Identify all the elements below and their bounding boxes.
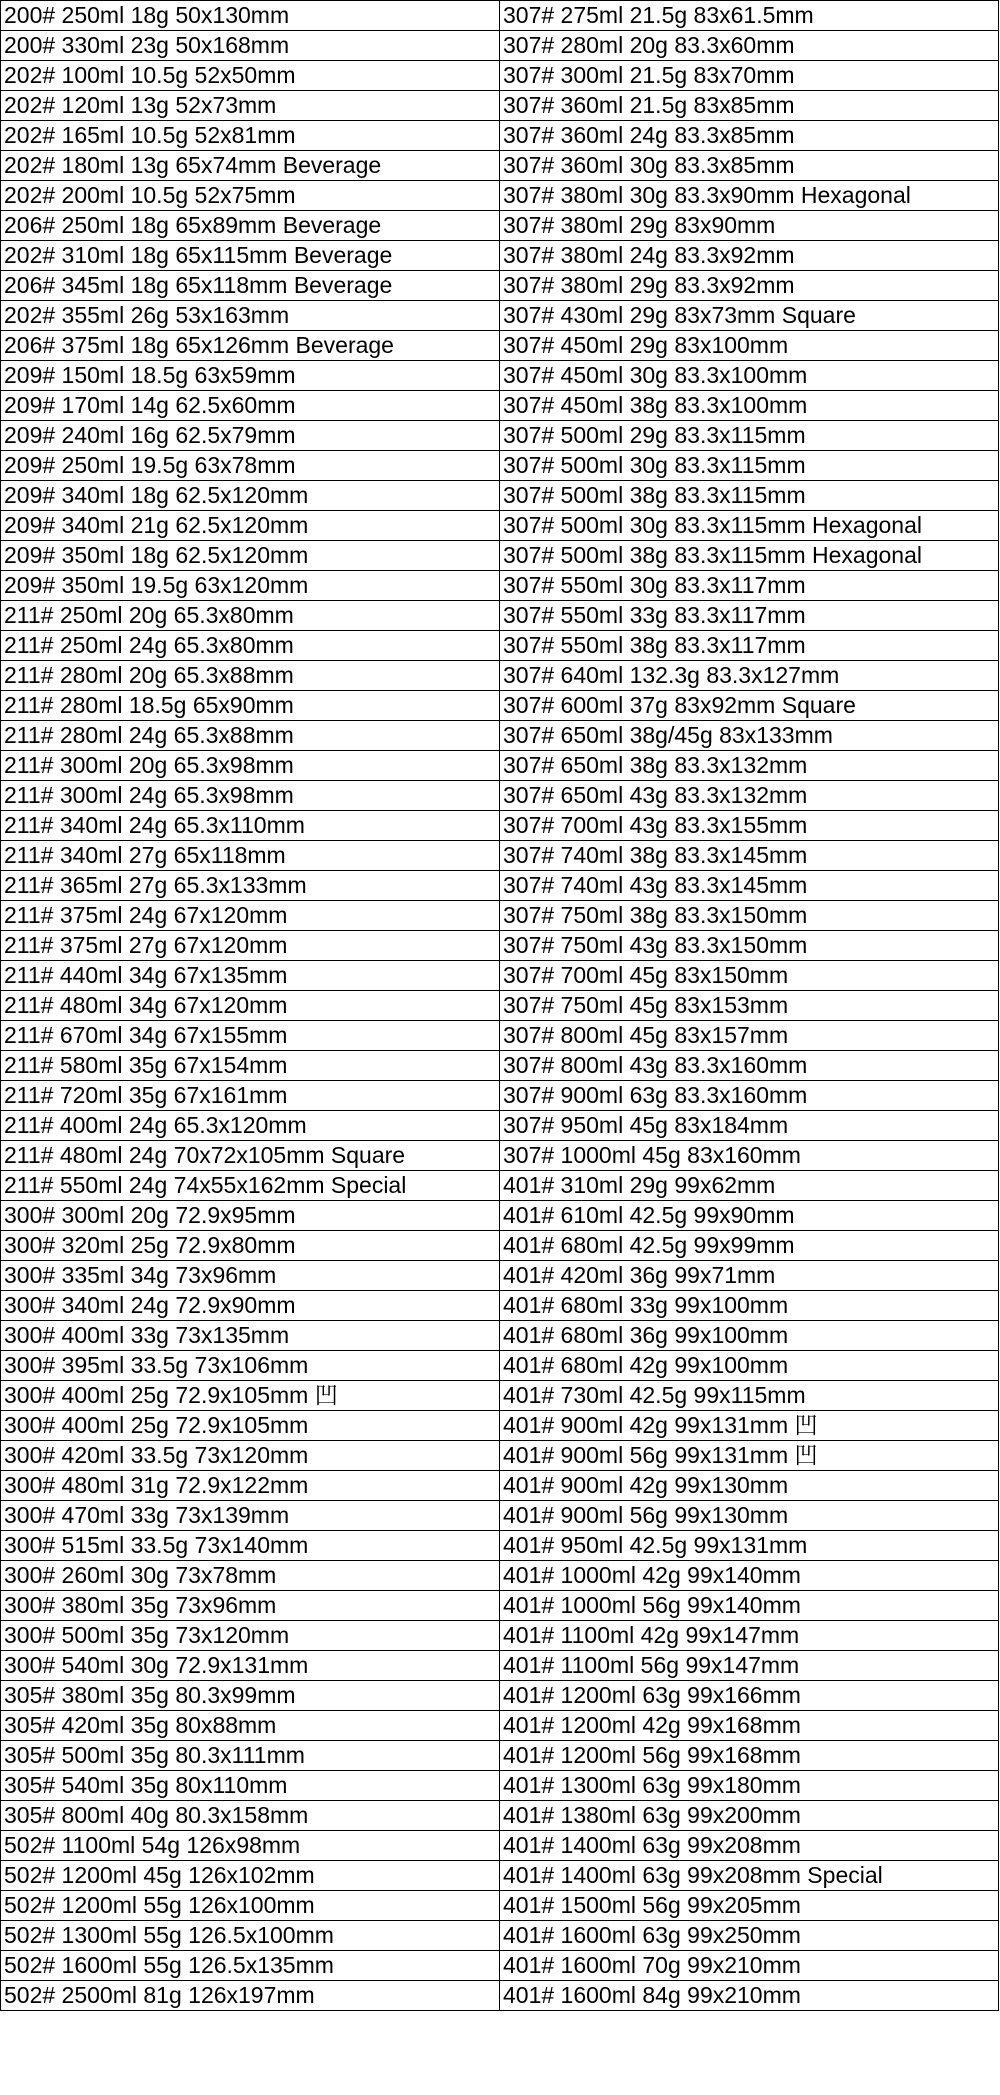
table-row: [1, 61, 999, 91]
spec-cell-right: 307# 740ml 43g 83.3x145mm: [500, 871, 999, 901]
spec-cell-right: 307# 380ml 24g 83.3x92mm: [500, 241, 999, 271]
spec-cell-right: 401# 900ml 56g 99x130mm: [500, 1501, 999, 1531]
spec-cell-right: 401# 1600ml 63g 99x250mm: [500, 1921, 999, 1951]
spec-cell-right: 401# 900ml 42g 99x131mm 凹: [500, 1411, 999, 1441]
table-row: [1, 481, 999, 511]
spec-cell-left: 206# 345ml 18g 65x118mm Beverage: [1, 271, 500, 301]
spec-cell-right: 307# 360ml 21.5g 83x85mm: [500, 91, 999, 121]
spec-cell-right: 401# 1400ml 63g 99x208mm: [500, 1831, 999, 1861]
spec-cell-right: 401# 680ml 42.5g 99x99mm: [500, 1231, 999, 1261]
table-row: [1, 1681, 999, 1711]
table-row: [1, 31, 999, 61]
table-row: [1, 661, 999, 691]
table-row: [1, 721, 999, 751]
table-row: [1, 511, 999, 541]
table-row: [1, 271, 999, 301]
table-row: [1, 781, 999, 811]
spec-cell-left: 211# 720ml 35g 67x161mm: [1, 1081, 500, 1111]
spec-cell-right: 307# 650ml 43g 83.3x132mm: [500, 781, 999, 811]
table-row: [1, 1291, 999, 1321]
spec-cell-right: 307# 650ml 38g/45g 83x133mm: [500, 721, 999, 751]
spec-cell-left: 202# 310ml 18g 65x115mm Beverage: [1, 241, 500, 271]
spec-cell-right: 307# 300ml 21.5g 83x70mm: [500, 61, 999, 91]
table-row: [1, 691, 999, 721]
spec-cell-left: 211# 340ml 27g 65x118mm: [1, 841, 500, 871]
spec-cell-left: 200# 330ml 23g 50x168mm: [1, 31, 500, 61]
spec-cell-left: 211# 580ml 35g 67x154mm: [1, 1051, 500, 1081]
spec-cell-right: 307# 750ml 43g 83.3x150mm: [500, 931, 999, 961]
table-row: [1, 1801, 999, 1831]
spec-cell-right: 401# 1600ml 70g 99x210mm: [500, 1951, 999, 1981]
table-row: [1, 181, 999, 211]
table-row: [1, 1621, 999, 1651]
spec-cell-left: 300# 300ml 20g 72.9x95mm: [1, 1201, 500, 1231]
spec-cell-right: 307# 500ml 29g 83.3x115mm: [500, 421, 999, 451]
spec-cell-right: 307# 360ml 30g 83.3x85mm: [500, 151, 999, 181]
spec-cell-left: 211# 480ml 24g 70x72x105mm Square: [1, 1141, 500, 1171]
spec-cell-left: 206# 375ml 18g 65x126mm Beverage: [1, 331, 500, 361]
spec-cell-left: 209# 350ml 19.5g 63x120mm: [1, 571, 500, 601]
spec-cell-left: 211# 250ml 20g 65.3x80mm: [1, 601, 500, 631]
spec-cell-right: 307# 500ml 38g 83.3x115mm Hexagonal: [500, 541, 999, 571]
spec-cell-right: 307# 450ml 29g 83x100mm: [500, 331, 999, 361]
spec-cell-right: 307# 450ml 30g 83.3x100mm: [500, 361, 999, 391]
spec-cell-right: 307# 280ml 20g 83.3x60mm: [500, 31, 999, 61]
spec-cell-left: 202# 165ml 10.5g 52x81mm: [1, 121, 500, 151]
spec-cell-right: 307# 380ml 30g 83.3x90mm Hexagonal: [500, 181, 999, 211]
spec-cell-left: 209# 350ml 18g 62.5x120mm: [1, 541, 500, 571]
table-row: [1, 1711, 999, 1741]
spec-cell-right: 401# 950ml 42.5g 99x131mm: [500, 1531, 999, 1561]
table-row: [1, 1471, 999, 1501]
spec-cell-left: 211# 670ml 34g 67x155mm: [1, 1021, 500, 1051]
table-row: [1, 1651, 999, 1681]
spec-cell-left: 211# 440ml 34g 67x135mm: [1, 961, 500, 991]
spec-cell-right: 307# 1000ml 45g 83x160mm: [500, 1141, 999, 1171]
table-row: [1, 1231, 999, 1261]
spec-cell-right: 307# 360ml 24g 83.3x85mm: [500, 121, 999, 151]
spec-cell-left: 202# 180ml 13g 65x74mm Beverage: [1, 151, 500, 181]
spec-cell-right: 307# 380ml 29g 83.3x92mm: [500, 271, 999, 301]
spec-cell-right: 401# 900ml 42g 99x130mm: [500, 1471, 999, 1501]
table-row: [1, 1, 999, 31]
spec-cell-right: 307# 275ml 21.5g 83x61.5mm: [500, 1, 999, 31]
spec-cell-right: 307# 800ml 43g 83.3x160mm: [500, 1051, 999, 1081]
table-row: [1, 991, 999, 1021]
spec-cell-right: 401# 1400ml 63g 99x208mm Special: [500, 1861, 999, 1891]
spec-cell-right: 307# 600ml 37g 83x92mm Square: [500, 691, 999, 721]
spec-cell-right: 401# 730ml 42.5g 99x115mm: [500, 1381, 999, 1411]
spec-cell-right: 401# 680ml 36g 99x100mm: [500, 1321, 999, 1351]
spec-cell-right: 307# 500ml 30g 83.3x115mm Hexagonal: [500, 511, 999, 541]
spec-cell-right: 401# 1200ml 56g 99x168mm: [500, 1741, 999, 1771]
table-row: [1, 571, 999, 601]
spec-cell-right: 401# 1200ml 63g 99x166mm: [500, 1681, 999, 1711]
spec-cell-right: 307# 550ml 38g 83.3x117mm: [500, 631, 999, 661]
spec-cell-right: 307# 700ml 43g 83.3x155mm: [500, 811, 999, 841]
table-row: [1, 151, 999, 181]
table-row: [1, 1171, 999, 1201]
spec-cell-left: 211# 340ml 24g 65.3x110mm: [1, 811, 500, 841]
table-row: [1, 1531, 999, 1561]
spec-cell-left: 200# 250ml 18g 50x130mm: [1, 1, 500, 31]
spec-cell-right: 401# 1000ml 56g 99x140mm: [500, 1591, 999, 1621]
spec-cell-right: 401# 1100ml 56g 99x147mm: [500, 1651, 999, 1681]
spec-cell-right: 401# 680ml 33g 99x100mm: [500, 1291, 999, 1321]
spec-cell-left: 502# 2500ml 81g 126x197mm: [1, 1981, 500, 2011]
spec-cell-left: 206# 250ml 18g 65x89mm Beverage: [1, 211, 500, 241]
spec-cell-left: 209# 250ml 19.5g 63x78mm: [1, 451, 500, 481]
table-row: [1, 1261, 999, 1291]
spec-cell-left: 300# 500ml 35g 73x120mm: [1, 1621, 500, 1651]
spec-cell-right: 307# 750ml 38g 83.3x150mm: [500, 901, 999, 931]
spec-cell-right: 307# 550ml 30g 83.3x117mm: [500, 571, 999, 601]
table-row: [1, 361, 999, 391]
table-row: [1, 331, 999, 361]
table-row: [1, 301, 999, 331]
spec-cell-left: 211# 280ml 18.5g 65x90mm: [1, 691, 500, 721]
table-row: [1, 1591, 999, 1621]
spec-cell-left: 502# 1200ml 55g 126x100mm: [1, 1891, 500, 1921]
spec-cell-left: 300# 480ml 31g 72.9x122mm: [1, 1471, 500, 1501]
spec-cell-left: 300# 340ml 24g 72.9x90mm: [1, 1291, 500, 1321]
spec-cell-left: 300# 540ml 30g 72.9x131mm: [1, 1651, 500, 1681]
spec-cell-right: 307# 500ml 30g 83.3x115mm: [500, 451, 999, 481]
spec-cell-right: 307# 750ml 45g 83x153mm: [500, 991, 999, 1021]
table-row: [1, 121, 999, 151]
spec-cell-right: 307# 800ml 45g 83x157mm: [500, 1021, 999, 1051]
spec-cell-right: 307# 700ml 45g 83x150mm: [500, 961, 999, 991]
table-row: [1, 1321, 999, 1351]
spec-cell-left: 300# 395ml 33.5g 73x106mm: [1, 1351, 500, 1381]
table-row: [1, 391, 999, 421]
spec-cell-left: 502# 1300ml 55g 126.5x100mm: [1, 1921, 500, 1951]
spec-cell-right: 401# 1100ml 42g 99x147mm: [500, 1621, 999, 1651]
table-row: [1, 211, 999, 241]
spec-cell-left: 209# 240ml 16g 62.5x79mm: [1, 421, 500, 451]
table-row: [1, 901, 999, 931]
spec-cell-left: 211# 480ml 34g 67x120mm: [1, 991, 500, 1021]
spec-cell-left: 209# 150ml 18.5g 63x59mm: [1, 361, 500, 391]
spec-cell-left: 502# 1200ml 45g 126x102mm: [1, 1861, 500, 1891]
spec-cell-left: 211# 280ml 20g 65.3x88mm: [1, 661, 500, 691]
table-row: [1, 1561, 999, 1591]
spec-cell-left: 300# 260ml 30g 73x78mm: [1, 1561, 500, 1591]
table-row: [1, 241, 999, 271]
table-row: [1, 1411, 999, 1441]
can-spec-table-body: [1, 1, 999, 2011]
spec-cell-left: 202# 355ml 26g 53x163mm: [1, 301, 500, 331]
spec-cell-right: 307# 450ml 38g 83.3x100mm: [500, 391, 999, 421]
spec-cell-left: 300# 470ml 33g 73x139mm: [1, 1501, 500, 1531]
spec-cell-left: 211# 250ml 24g 65.3x80mm: [1, 631, 500, 661]
spec-cell-left: 502# 1100ml 54g 126x98mm: [1, 1831, 500, 1861]
spec-cell-left: 300# 380ml 35g 73x96mm: [1, 1591, 500, 1621]
spec-cell-left: 300# 400ml 33g 73x135mm: [1, 1321, 500, 1351]
spec-cell-left: 211# 375ml 27g 67x120mm: [1, 931, 500, 961]
spec-cell-right: 401# 1600ml 84g 99x210mm: [500, 1981, 999, 2011]
spec-cell-left: 211# 375ml 24g 67x120mm: [1, 901, 500, 931]
spec-cell-left: 305# 380ml 35g 80.3x99mm: [1, 1681, 500, 1711]
table-row: [1, 1741, 999, 1771]
table-row: [1, 1051, 999, 1081]
spec-cell-right: 307# 430ml 29g 83x73mm Square: [500, 301, 999, 331]
spec-cell-left: 300# 320ml 25g 72.9x80mm: [1, 1231, 500, 1261]
spec-cell-right: 307# 380ml 29g 83x90mm: [500, 211, 999, 241]
spec-cell-left: 211# 300ml 20g 65.3x98mm: [1, 751, 500, 781]
table-row: [1, 541, 999, 571]
spec-cell-left: 305# 540ml 35g 80x110mm: [1, 1771, 500, 1801]
table-row: [1, 1951, 999, 1981]
spec-cell-right: 307# 550ml 33g 83.3x117mm: [500, 601, 999, 631]
spec-cell-left: 211# 280ml 24g 65.3x88mm: [1, 721, 500, 751]
spec-cell-left: 300# 400ml 25g 72.9x105mm 凹: [1, 1381, 500, 1411]
spec-cell-right: 401# 1000ml 42g 99x140mm: [500, 1561, 999, 1591]
spec-cell-left: 305# 420ml 35g 80x88mm: [1, 1711, 500, 1741]
spec-cell-left: 300# 335ml 34g 73x96mm: [1, 1261, 500, 1291]
spec-cell-right: 401# 680ml 42g 99x100mm: [500, 1351, 999, 1381]
spec-cell-left: 300# 420ml 33.5g 73x120mm: [1, 1441, 500, 1471]
table-row: [1, 751, 999, 781]
table-row: [1, 1831, 999, 1861]
table-row: [1, 811, 999, 841]
spec-cell-right: 401# 1200ml 42g 99x168mm: [500, 1711, 999, 1741]
table-row: [1, 631, 999, 661]
spec-cell-left: 202# 120ml 13g 52x73mm: [1, 91, 500, 121]
spec-cell-right: 401# 1500ml 56g 99x205mm: [500, 1891, 999, 1921]
table-row: [1, 1141, 999, 1171]
spec-cell-left: 209# 340ml 18g 62.5x120mm: [1, 481, 500, 511]
table-row: [1, 871, 999, 901]
spec-cell-right: 307# 650ml 38g 83.3x132mm: [500, 751, 999, 781]
spec-cell-left: 305# 800ml 40g 80.3x158mm: [1, 1801, 500, 1831]
spec-cell-left: 211# 300ml 24g 65.3x98mm: [1, 781, 500, 811]
spec-cell-right: 401# 420ml 36g 99x71mm: [500, 1261, 999, 1291]
table-row: [1, 1021, 999, 1051]
spec-cell-left: 211# 550ml 24g 74x55x162mm Special: [1, 1171, 500, 1201]
spec-cell-left: 502# 1600ml 55g 126.5x135mm: [1, 1951, 500, 1981]
table-row: [1, 1201, 999, 1231]
spec-cell-left: 209# 170ml 14g 62.5x60mm: [1, 391, 500, 421]
table-row: [1, 961, 999, 991]
spec-cell-left: 305# 500ml 35g 80.3x111mm: [1, 1741, 500, 1771]
spec-cell-left: 202# 100ml 10.5g 52x50mm: [1, 61, 500, 91]
table-row: [1, 1381, 999, 1411]
spec-cell-left: 211# 365ml 27g 65.3x133mm: [1, 871, 500, 901]
table-row: [1, 91, 999, 121]
table-row: [1, 1501, 999, 1531]
spec-cell-left: 209# 340ml 21g 62.5x120mm: [1, 511, 500, 541]
spec-cell-right: 307# 500ml 38g 83.3x115mm: [500, 481, 999, 511]
table-row: [1, 1351, 999, 1381]
spec-cell-right: 401# 1300ml 63g 99x180mm: [500, 1771, 999, 1801]
spec-cell-right: 307# 950ml 45g 83x184mm: [500, 1111, 999, 1141]
table-row: [1, 931, 999, 961]
table-row: [1, 1081, 999, 1111]
table-row: [1, 1111, 999, 1141]
spec-cell-right: 307# 640ml 132.3g 83.3x127mm: [500, 661, 999, 691]
spec-cell-right: 307# 740ml 38g 83.3x145mm: [500, 841, 999, 871]
table-row: [1, 1861, 999, 1891]
spec-cell-right: 401# 310ml 29g 99x62mm: [500, 1171, 999, 1201]
spec-cell-left: 300# 400ml 25g 72.9x105mm: [1, 1411, 500, 1441]
spec-cell-right: 401# 1380ml 63g 99x200mm: [500, 1801, 999, 1831]
spec-cell-left: 202# 200ml 10.5g 52x75mm: [1, 181, 500, 211]
spec-cell-right: 401# 900ml 56g 99x131mm 凹: [500, 1441, 999, 1471]
table-row: [1, 841, 999, 871]
table-row: [1, 1921, 999, 1951]
spec-cell-left: 300# 515ml 33.5g 73x140mm: [1, 1531, 500, 1561]
spec-cell-right: 401# 610ml 42.5g 99x90mm: [500, 1201, 999, 1231]
spec-cell-right: 307# 900ml 63g 83.3x160mm: [500, 1081, 999, 1111]
spec-cell-left: 211# 400ml 24g 65.3x120mm: [1, 1111, 500, 1141]
table-row: [1, 601, 999, 631]
table-row: [1, 1891, 999, 1921]
table-row: [1, 1771, 999, 1801]
table-row: [1, 451, 999, 481]
table-row: [1, 1981, 999, 2011]
table-row: [1, 421, 999, 451]
table-row: [1, 1441, 999, 1471]
